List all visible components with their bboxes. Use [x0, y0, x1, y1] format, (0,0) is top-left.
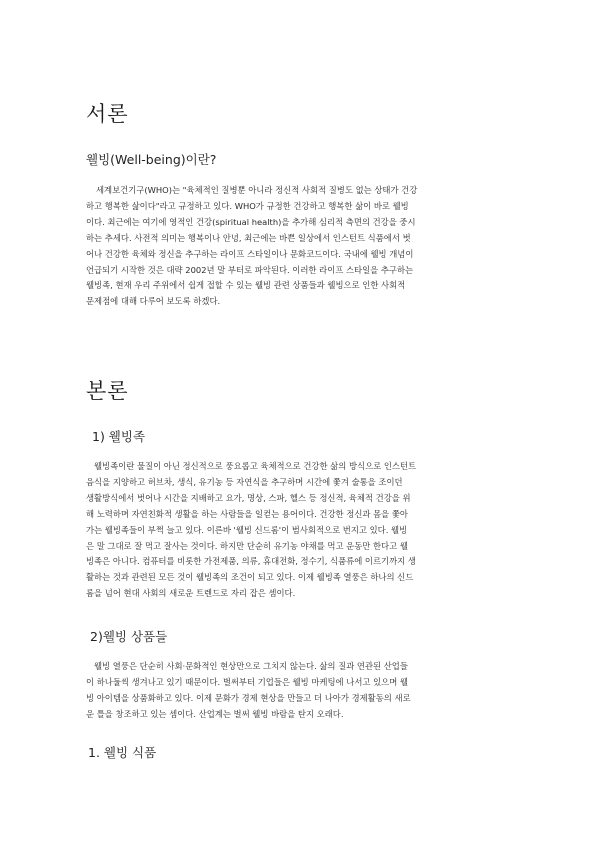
text-line: 웰빙족, 현재 우리 주위에서 쉽게 접할 수 있는 웰빙 관련 상품들과 웰빙으로 인한 사회적 [86, 280, 406, 291]
text-line: 해 노력하며 자연친화적 생활을 하는 사람들을 일컫는 용어이다. 건강한 정신과 몸을 쫓아 [86, 508, 408, 519]
section-heading-wellbeing-products: 2)웰빙 상품들 [90, 629, 168, 644]
text-line: 생활방식에서 벗어나 시간을 지배하고 요가, 명상, 스파, 헬스 등 정신적, 육체적 건강을 위 [86, 492, 411, 503]
text-line: 빙 아이템을 상품화하고 있다. 이제 문화가 경제 현상을 만들고 더 나아가 경제활동의 새로 [86, 692, 411, 703]
text-line: 이다. 최근에는 여기에 영적인 건강(spiritual health)을 추가해 심리적 측면의 건강을 중시 [86, 216, 416, 227]
text-line: 문제점에 대해 다루어 보도록 하겠다. [86, 296, 221, 307]
text-line: 은 말 그대로 잘 먹고 잘사는 것이다. 하지만 단순히 유기농 야채를 먹고 운동만 한다고 웰 [86, 540, 408, 551]
text-line: 웰빙 열풍은 단순히 사회·문화적인 현상만으로 그치지 않는다. 삶의 질과 연관된 산업들 [94, 661, 408, 671]
text-line: 가는 웰빙족들이 부쩍 늘고 있다. 이른바 '웰빙 신드롬'이 범사회적으로 번지고 있다. 웰빙 [86, 524, 408, 535]
body-title: 본론 [86, 379, 129, 403]
text-line: 빙족은 아니다. 컴퓨터를 비롯한 가전제품, 의류, 휴대전화, 정수기, 식품류에 이르기까지 생 [86, 556, 416, 567]
intro-paragraph [86, 183, 512, 310]
text-line: 웰빙족이란 물질이 아닌 정신적으로 풍요롭고 육체적으로 건강한 삶의 방식으로 인스턴트 [94, 461, 417, 471]
section-heading-wellbeing-people: 1) 웰빙족 [92, 429, 146, 444]
text-line: 이 하나둘씩 생겨나고 있기 때문이다. 벌써부터 기업들은 웰빙 마케팅에 나서고 있으며 웰 [86, 676, 408, 687]
section1-paragraph [86, 459, 512, 602]
text-line: 활하는 것과 관련된 모든 것이 웰빙족의 조건이 되고 있다. 이제 웰빙족 열풍은 하나의 신드 [86, 572, 414, 583]
text-line: 언급되기 시작한 것은 대략 2002년 말 부터로 파악된다. 이러한 라이프 스타일을 추구하는 [86, 264, 414, 275]
text-line: 운 틀을 창조하고 있는 셈이다. 산업계는 벌써 웰빙 바람을 탄지 오래다. [86, 708, 344, 719]
text-line: 하고 행복한 삶이다"라고 규정하고 있다. WHO가 규정한 건강하고 행복한 삶이 바로 웰빙 [86, 200, 409, 211]
section2-paragraph [86, 659, 512, 723]
text-line: 세계보건기구(WHO)는 "육체적인 질병뿐 아니라 정신적 사회적 질병도 없는 상태가 건강 [96, 185, 418, 195]
text-line: 롬을 넘어 현대 사회의 새로운 트렌드로 자리 잡은 셈이다. [86, 588, 296, 599]
text-line: 하는 추세다. 사전적 의미는 행복이나 안녕, 최근에는 바쁜 일상에서 인스턴트 식품에서 벗 [86, 232, 411, 243]
section-heading-wellbeing-food: 1. 웰빙 식품 [88, 745, 157, 760]
text-line: 어나 건강한 육체와 정신을 추구하는 라이프 스타일이나 문화코드이다. 국내에 웰빙 개념이 [86, 248, 414, 259]
intro-title: 서론 [86, 102, 129, 126]
intro-subtitle: 웰빙(Well-being)이란? [86, 152, 217, 167]
text-line: 음식을 지양하고 허브차, 생식, 유기농 등 자연식을 추구하며 시간에 쫓겨 술통을 조이던 [86, 476, 403, 487]
